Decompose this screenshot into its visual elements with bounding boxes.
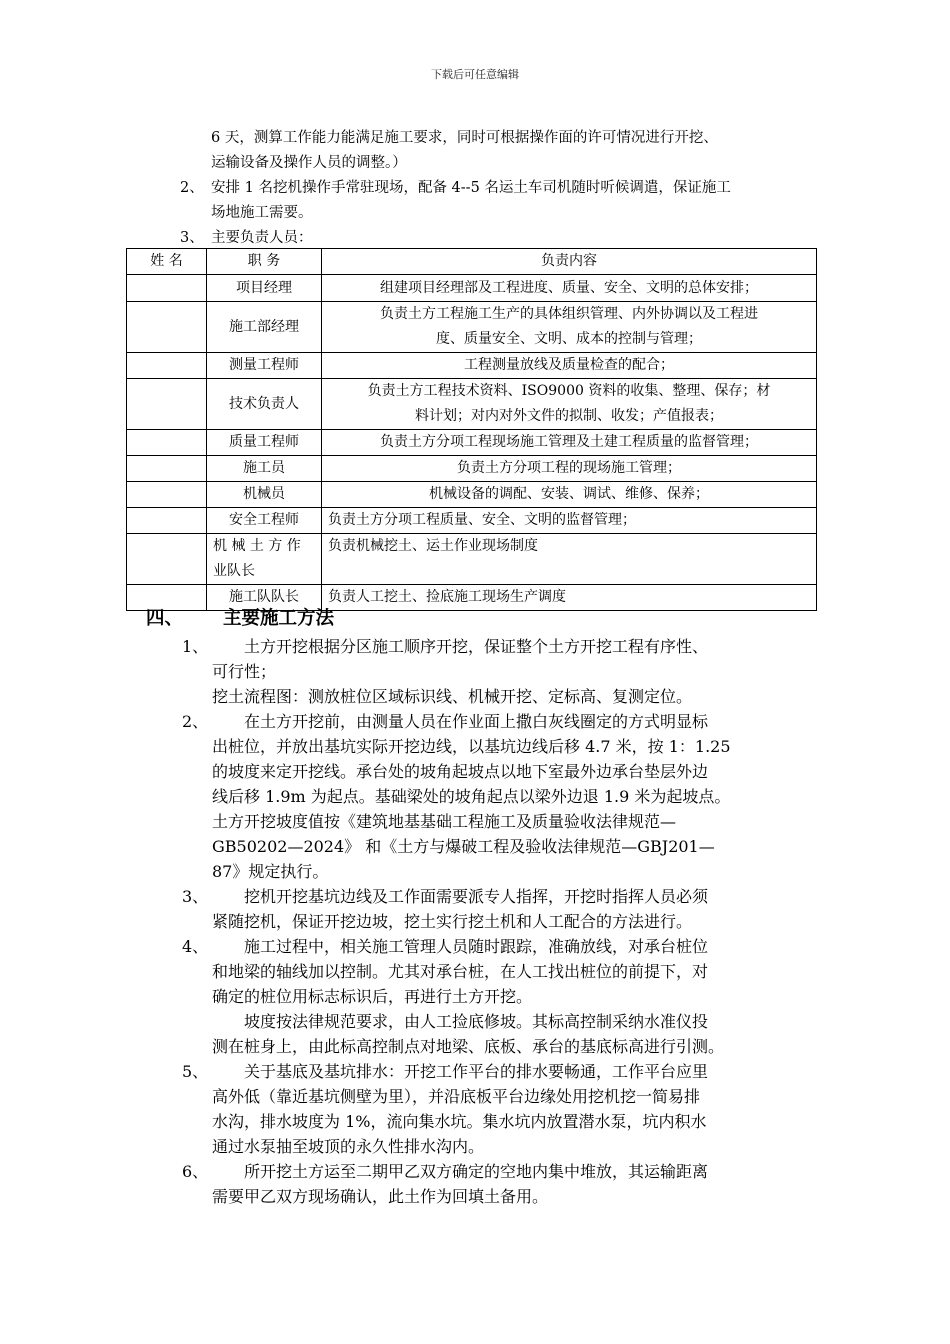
duty-cell: 组建项目经理部及工程进度、质量、安全、文明的总体安排； <box>322 275 817 302</box>
role-cell: 施工队队长 <box>207 585 322 611</box>
role-line: 机 械 土 方 作 <box>213 538 301 554</box>
method-2-line-4: 线后移 1.9m 为起点。基础梁处的坡角起点以梁外边退 1.9 米为起坡点。 <box>212 787 731 806</box>
method-5-number: 5、 <box>182 1062 209 1081</box>
intro-line-2: 运输设备及操作人员的调整。） <box>211 155 407 171</box>
method-1-line-3: 挖土流程图：测放桩位区域标识线、机械开挖、定标高、复测定位。 <box>212 687 693 706</box>
table-row <box>127 534 817 585</box>
role-cell: 技术负责人 <box>207 379 322 430</box>
role-cell: 施工员 <box>207 456 322 482</box>
method-2-line-5: 土方开挖坡度值按《建筑地基基础工程施工及质量验收法律规范— <box>212 812 677 831</box>
method-4-line-3: 确定的桩位用标志标识后，再进行土方开挖。 <box>212 987 533 1006</box>
duty-line: 负责土方工程施工生产的具体组织管理、内外协调以及工程进 <box>380 306 758 322</box>
duty-line: 度、质量安全、文明、成本的控制与管理； <box>436 331 702 347</box>
method-2-number: 2、 <box>182 712 209 731</box>
duty-cell: 负责土方分项工程质量、安全、文明的监督管理； <box>322 508 817 534</box>
duty-cell: 机械设备的调配、安装、调试、维修、保养； <box>322 482 817 508</box>
method-4-line-1: 施工过程中，相关施工管理人员随时跟踪，准确放线，对承台桩位 <box>244 937 709 956</box>
method-5-line-1: 关于基底及基坑排水：开挖工作平台的排水要畅通，工作平台应里 <box>244 1062 709 1081</box>
header-duty: 负责内容 <box>322 249 817 275</box>
role-line: 业队长 <box>213 563 255 579</box>
duty-cell: 负责机械挖土、运土作业现场制度 <box>322 534 817 585</box>
method-5-line-4: 通过水泵抽至坡顶的永久性排水沟内。 <box>212 1137 485 1156</box>
method-6-line-1: 所开挖土方运至二期甲乙双方确定的空地内集中堆放，其运输距离 <box>244 1162 709 1181</box>
method-4-line-4: 坡度按法律规范要求，由人工捡底修坡。其标高控制采纳水准仪投 <box>244 1012 709 1031</box>
section-title: 主要施工方法 <box>223 608 335 629</box>
duty-cell: 工程测量放线及质量检查的配合； <box>322 353 817 379</box>
duty-cell: 负责土方分项工程的现场施工管理； <box>322 456 817 482</box>
item-2-line-1: 安排 1 名挖机操作手常驻现场，配备 4--5 名运土车司机随时听候调遣，保证施工 <box>211 180 731 196</box>
method-5-line-2: 高外低（靠近基坑侧壁为里），并沿底板平台边缘处用挖机挖一简易排 <box>212 1087 701 1106</box>
role-cell: 施工部经理 <box>207 302 322 353</box>
method-3-number: 3、 <box>182 887 209 906</box>
duty-cell: 负责土方分项工程现场施工管理及土建工程质量的监督管理； <box>322 430 817 456</box>
method-1-line-2: 可行性； <box>212 662 277 681</box>
table-row <box>127 430 817 456</box>
table-header-row <box>127 249 817 275</box>
name-cell <box>127 353 207 379</box>
name-cell <box>127 482 207 508</box>
method-2-line-3: 的坡度来定开挖线。承台处的坡角起坡点以地下室最外边承台垫层外边 <box>212 762 709 781</box>
method-2-line-6: GB50202—2024》 和《土方与爆破工程及验收法律规范—GBJ201— <box>212 837 715 856</box>
duty-line: 负责土方工程技术资料、ISO9000 资料的收集、整理、保存；材 <box>367 383 771 399</box>
table-row <box>127 508 817 534</box>
method-1-line-1: 土方开挖根据分区施工顺序开挖，保证整个土方开挖工程有序性、 <box>244 637 709 656</box>
method-4-number: 4、 <box>182 937 209 956</box>
table-row <box>127 353 817 379</box>
name-cell <box>127 302 207 353</box>
intro-line-1: 6 天，测算工作能力能满足施工要求，同时可根据操作面的许可情况进行开挖、 <box>211 130 718 146</box>
item-2-number: 2、 <box>180 180 204 196</box>
item-3-number: 3、 <box>180 230 204 246</box>
name-cell <box>127 508 207 534</box>
table-row <box>127 379 817 430</box>
role-cell: 机械员 <box>207 482 322 508</box>
method-3-line-2: 紧随挖机，保证开挖边坡，挖土实行挖土机和人工配合的方法进行。 <box>212 912 693 931</box>
duty-cell <box>322 302 817 353</box>
page-header: 下载后可任意编辑 <box>431 68 519 81</box>
table-row <box>127 456 817 482</box>
method-4-line-2: 和地梁的轴线加以控制。尤其对承台桩，在人工找出桩位的前提下，对 <box>212 962 709 981</box>
method-6-line-2: 需要甲乙双方现场确认，此土作为回填土备用。 <box>212 1187 549 1206</box>
table-row <box>127 482 817 508</box>
role-cell: 项目经理 <box>207 275 322 302</box>
method-2-line-1: 在土方开挖前，由测量人员在作业面上撒白灰线圈定的方式明显标 <box>244 712 709 731</box>
method-3-line-1: 挖机开挖基坑边线及工作面需要派专人指挥，开挖时指挥人员必须 <box>244 887 709 906</box>
duty-cell <box>322 379 817 430</box>
name-cell <box>127 430 207 456</box>
method-4-line-5: 测在桩身上，由此标高控制点对地梁、底板、承台的基底标高进行引测。 <box>212 1037 725 1056</box>
method-6-number: 6、 <box>182 1162 209 1181</box>
method-5-line-3: 水沟，排水坡度为 1%，流向集水坑。集水坑内放置潜水泵，坑内积水 <box>212 1112 707 1131</box>
table-row <box>127 302 817 353</box>
role-cell: 质量工程师 <box>207 430 322 456</box>
section-number: 四、 <box>146 608 184 629</box>
name-cell <box>127 534 207 585</box>
role-cell: 安全工程师 <box>207 508 322 534</box>
name-cell <box>127 379 207 430</box>
header-name: 姓 名 <box>127 249 207 275</box>
name-cell <box>127 456 207 482</box>
section-heading <box>146 606 334 632</box>
item-2-line-2: 场地施工需要。 <box>211 205 313 221</box>
role-cell <box>207 534 322 585</box>
duty-cell: 负责人工挖土、捡底施工现场生产调度 <box>322 585 817 611</box>
method-1-number: 1、 <box>182 637 209 656</box>
name-cell <box>127 275 207 302</box>
duty-line: 料计划；对内对外文件的拟制、收发；产值报表； <box>415 408 723 424</box>
role-cell: 测量工程师 <box>207 353 322 379</box>
responsibility-table <box>126 248 817 611</box>
method-2-line-2: 出桩位，并放出基坑实际开挖边线，以基坑边线后移 4.7 米，按 1：1.25 <box>212 737 731 756</box>
table-row <box>127 275 817 302</box>
header-role: 职 务 <box>207 249 322 275</box>
method-2-line-7: 87》规定执行。 <box>212 862 329 881</box>
item-3-text: 主要负责人员： <box>211 230 313 246</box>
